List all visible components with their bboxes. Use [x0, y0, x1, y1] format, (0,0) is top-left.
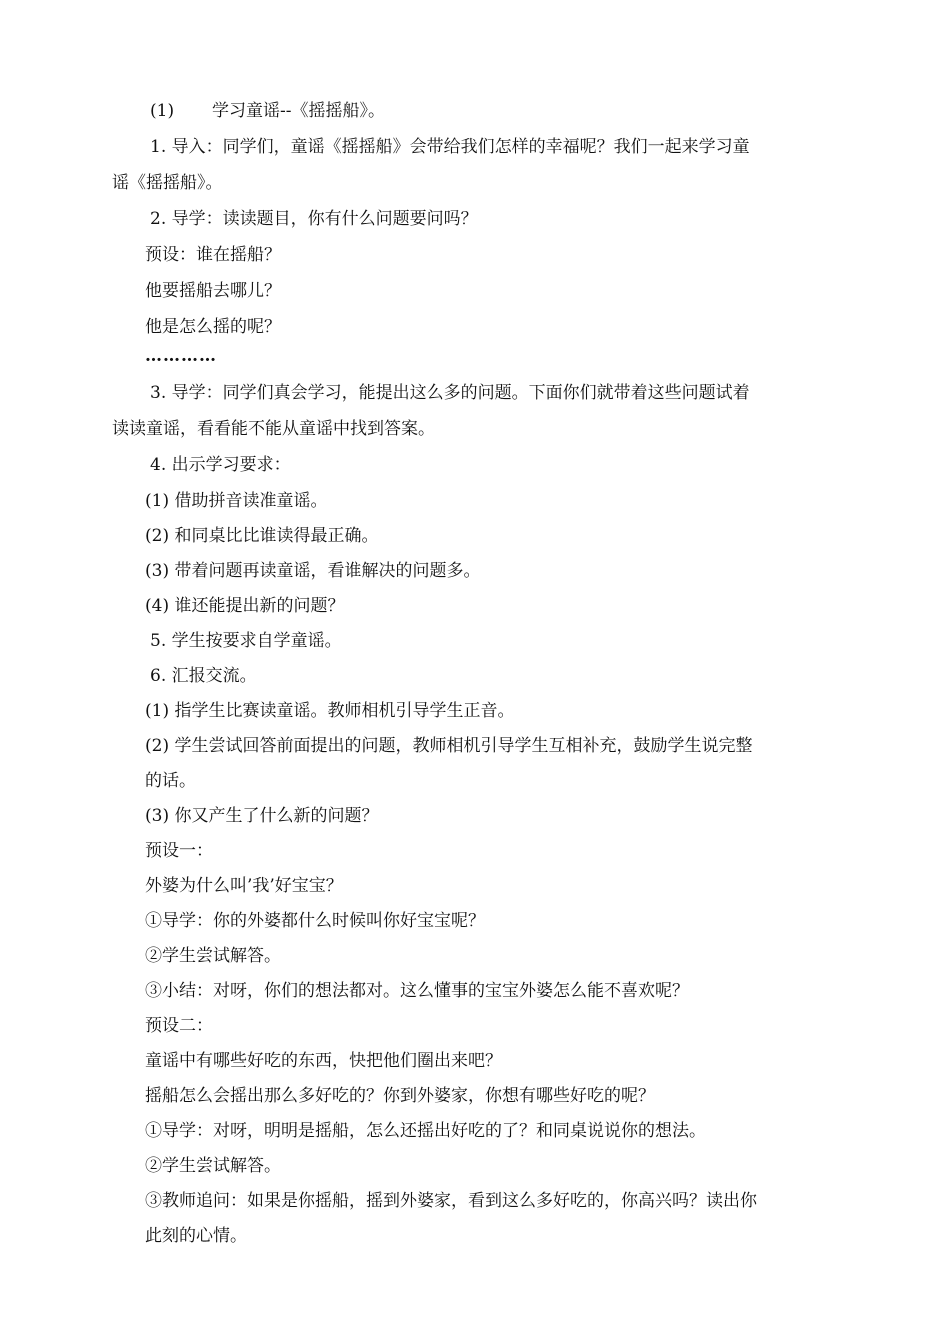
paragraph-line: 3. 导学：同学们真会学习，能提出这么多的问题。下面你们就带着这些问题试着: [150, 383, 750, 403]
section-heading: [0, 98, 950, 124]
section-title: 学习童谣--《摇摇船》。: [212, 101, 385, 121]
paragraph-line: ②学生尝试解答。: [145, 946, 281, 966]
paragraph-line: 4. 出示学习要求：: [150, 455, 291, 475]
paragraph-line: (2) 学生尝试回答前面提出的问题，教师相机引导学生互相补充，鼓励学生说完整: [145, 736, 753, 756]
paragraph-line: 6. 汇报交流。: [150, 666, 257, 686]
paragraph-line: ③小结：对呀，你们的想法都对。这么懂事的宝宝外婆怎么能不喜欢呢？: [145, 981, 689, 1001]
paragraph-line: (4) 谁还能提出新的问题？: [145, 596, 345, 616]
paragraph-line: (3) 你又产生了什么新的问题？: [145, 806, 379, 826]
paragraph-line: 的话。: [145, 771, 196, 791]
paragraph-line: 1. 导入：同学们，童谣《摇摇船》会带给我们怎样的幸福呢？我们一起来学习童: [150, 137, 750, 157]
paragraph-line: (2) 和同桌比比谁读得最正确。: [145, 526, 379, 546]
paragraph-line: 外婆为什么叫’我’好宝宝？: [145, 876, 343, 896]
paragraph-line: 5. 学生按要求自学童谣。: [150, 631, 342, 651]
paragraph-line: (1) 借助拼音读准童谣。: [145, 491, 328, 511]
paragraph-line: 预设二：: [145, 1016, 213, 1036]
paragraph-line: ①导学：你的外婆都什么时候叫你好宝宝呢？: [145, 911, 485, 931]
paragraph-line: (3) 带着问题再读童谣，看谁解决的问题多。: [145, 561, 481, 581]
paragraph-line: ③教师追问：如果是你摇船，摇到外婆家，看到这么多好吃的，你高兴吗？读出你: [145, 1191, 757, 1211]
paragraph-line: 读读童谣，看看能不能从童谣中找到答案。: [112, 419, 435, 439]
paragraph-line: ①导学：对呀，明明是摇船，怎么还摇出好吃的了？和同桌说说你的想法。: [145, 1121, 706, 1141]
paragraph-line: 童谣中有哪些好吃的东西，快把他们圈出来吧？: [145, 1051, 502, 1071]
paragraph-line: 他是怎么摇的呢？: [145, 317, 281, 337]
paragraph-line: 预设：谁在摇船？: [145, 245, 281, 265]
paragraph-line: 谣《摇摇船》。: [112, 173, 223, 193]
paragraph-line: 2. 导学：读读题目，你有什么问题要问吗？: [150, 209, 478, 229]
paragraph-line: 此刻的心情。: [145, 1226, 247, 1246]
paragraph-line: ②学生尝试解答。: [145, 1156, 281, 1176]
paragraph-line: 他要摇船去哪儿？: [145, 281, 281, 301]
paragraph-line: 预设一：: [145, 841, 213, 861]
paragraph-line: 摇船怎么会摇出那么多好吃的？你到外婆家，你想有哪些好吃的呢？: [145, 1086, 655, 1106]
paragraph-line: (1) 指学生比赛读童谣。教师相机引导学生正音。: [145, 701, 515, 721]
ellipsis-line: …………: [145, 346, 217, 366]
section-number: (1): [150, 101, 175, 121]
